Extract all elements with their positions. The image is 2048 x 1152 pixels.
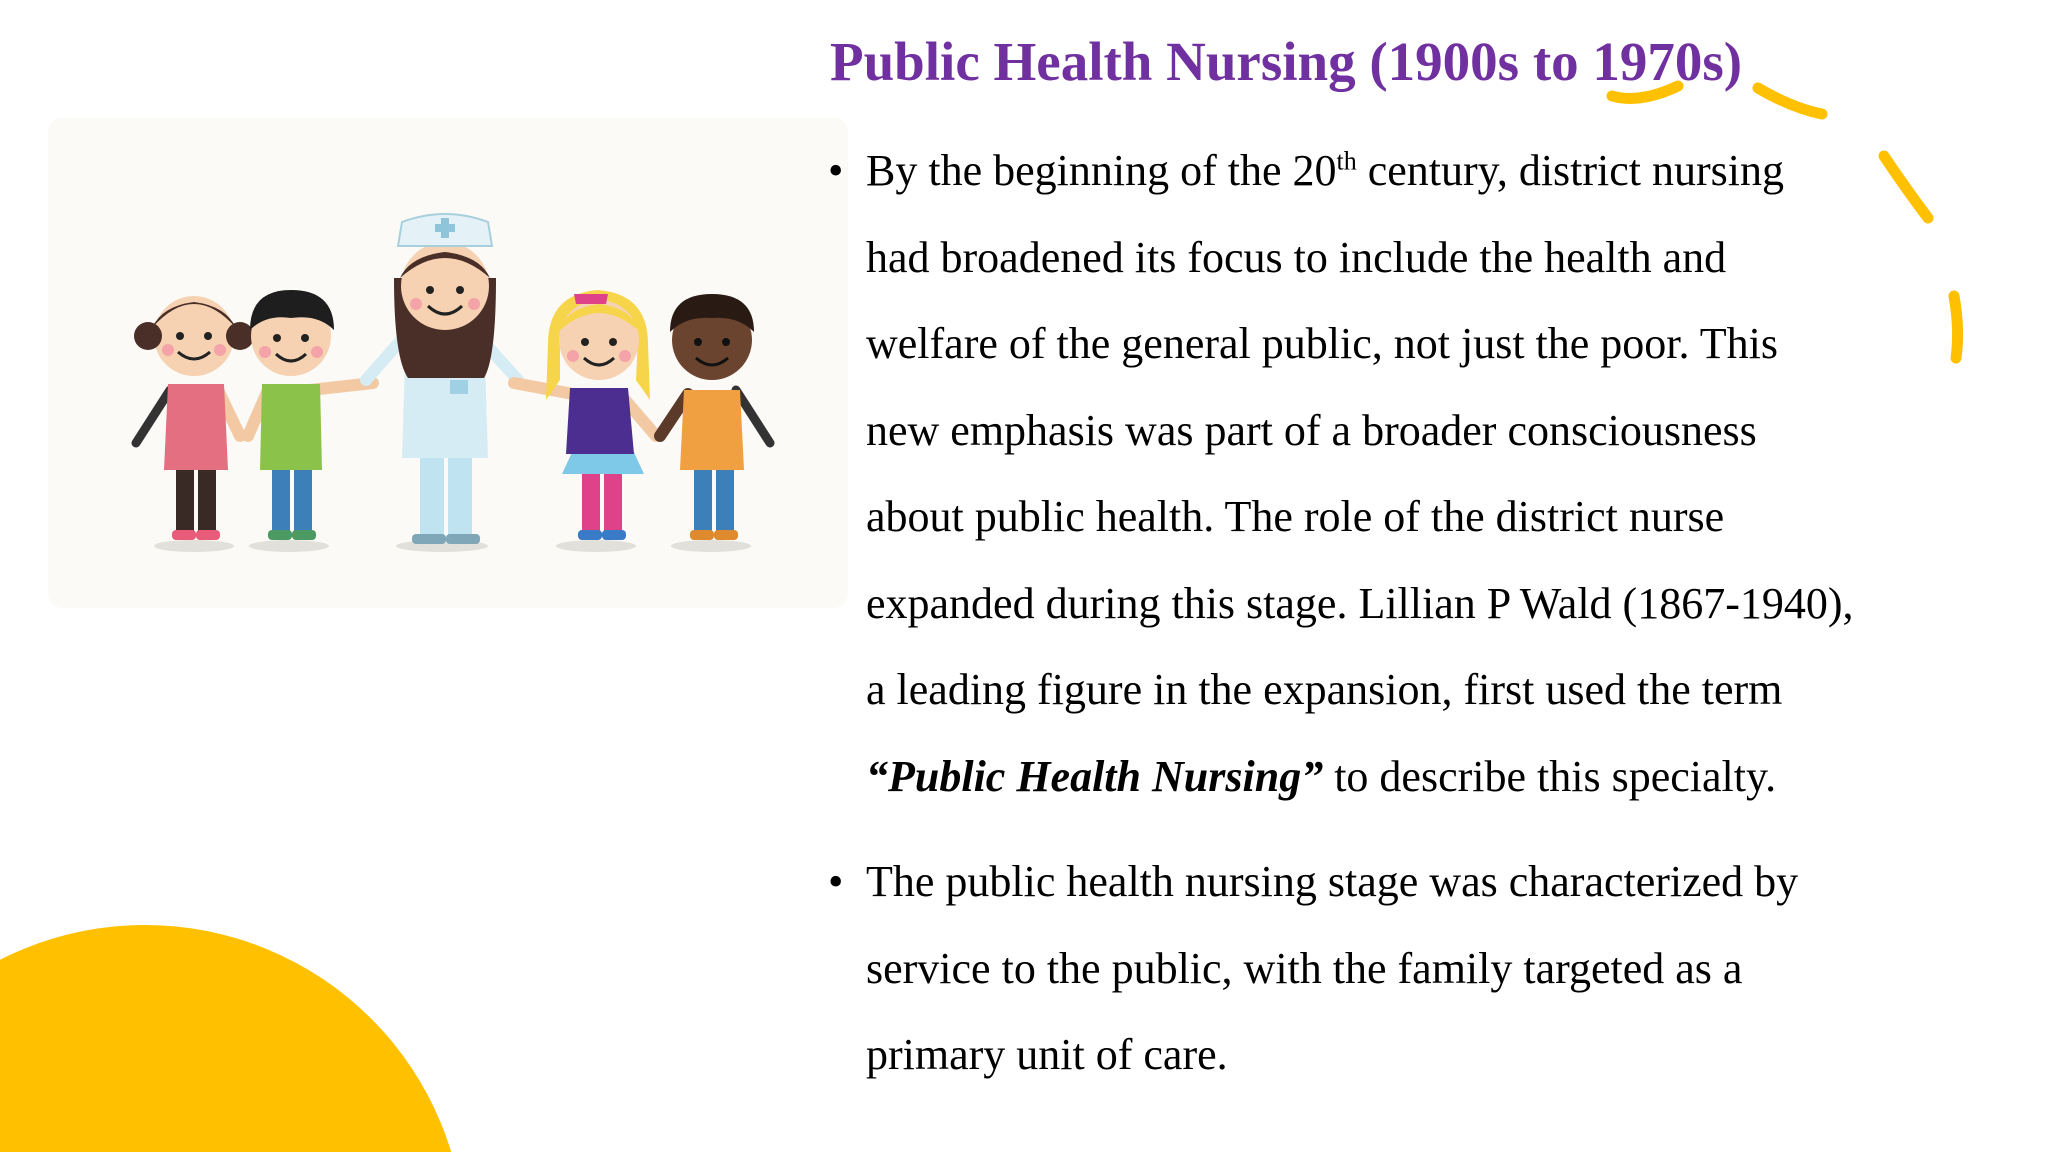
text-line: had broadened its focus to include the health and (866, 232, 1727, 282)
annotation-stroke (1758, 88, 1822, 114)
bullet-paragraph (828, 128, 2038, 820)
text-line: new emphasis was part of a broader consciousness (866, 405, 1757, 455)
decorative-yellow-circle (0, 925, 465, 1152)
text-line: welfare of the general public, not just the poor. This (866, 319, 1778, 368)
text-line: The public health nursing stage was characterized by (866, 857, 1799, 906)
superscript: th (1336, 146, 1357, 176)
bullet-paragraph (828, 839, 2038, 1099)
text-line: service to the public, with the family targeted as a (866, 943, 1743, 993)
slide-title: Public Health Nursing (1900s to 1970s) (830, 31, 1743, 92)
text-line: primary unit of care. (866, 1030, 1228, 1079)
emphasized-term: “Public Health Nursing” (866, 751, 1324, 801)
text-line: By the beginning of the 20th century, district nursing (866, 146, 1785, 195)
bullet-icon: • (828, 146, 844, 195)
nurse-and-children-illustration (48, 118, 848, 608)
text-line: a leading figure in the expansion, first used the term (866, 665, 1783, 714)
text-line: about public health. The role of the district nurse (866, 492, 1725, 541)
slide-body (828, 128, 2038, 1099)
text-line: expanded during this stage. Lillian P Wald (1867-1940), (866, 578, 1854, 628)
bullet-icon: • (828, 857, 844, 906)
text-line: “Public Health Nursing” to describe this specialty. (866, 751, 1777, 801)
